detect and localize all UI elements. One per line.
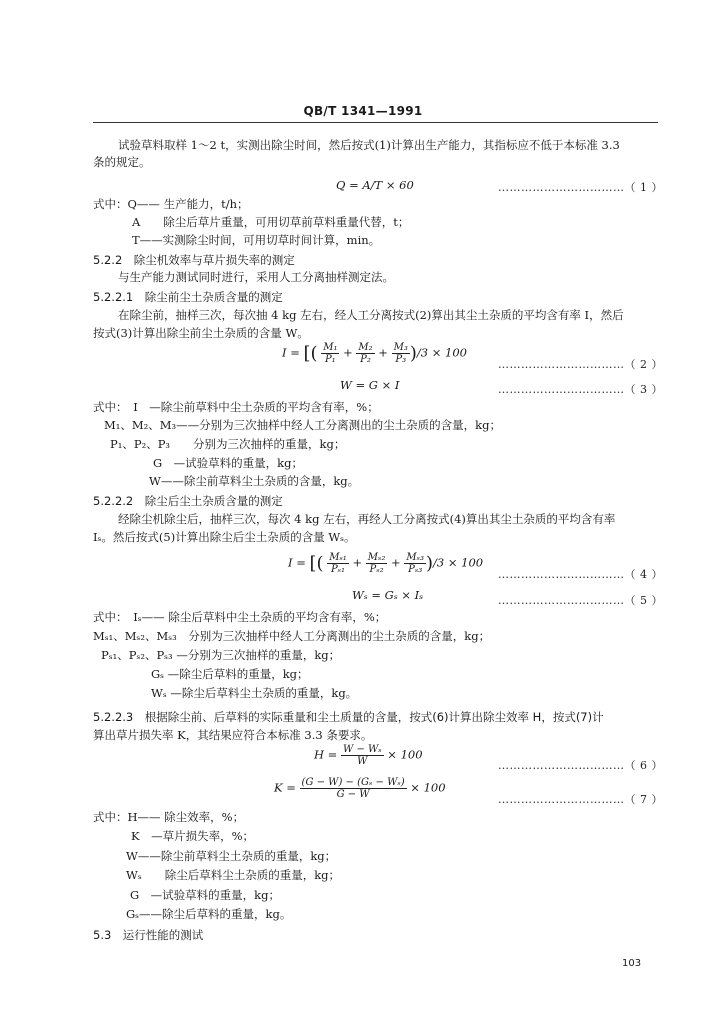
paragraph-3-cont: Iₛ。然后按式(5)计算出除尘后尘土杂质的含量 Wₛ。: [93, 530, 356, 544]
equation-5: Wₛ = Gₛ × Iₛ: [352, 588, 424, 602]
def2-line-1: 式中： I —除尘前草料中尘土杂质的平均含有率，%；: [93, 400, 379, 414]
equation-3: W = G × I: [340, 378, 400, 392]
page-number: 103: [622, 958, 642, 969]
def1-line-2: A 除尘后草片重量，可用切草前草料重量代替，t；: [132, 215, 410, 229]
eq2-fraction-3: $\frac{\text{M₃}}{\text{P₃}}$: [393, 342, 408, 365]
def2-line-5: W——除尘前草料尘土杂质的含量，kg。: [149, 474, 360, 488]
paragraph-1: 试验草料取样 1～2 t，实测出除尘时间，然后按式(1)计算出生产能力，其指标应不低于本标准 3.3: [118, 138, 620, 152]
section-5-2-2-text: 与生产能力测试同时进行，采用人工分离抽样测定法。: [118, 270, 394, 284]
section-5-2-2-heading: 5.2.2 除尘机效率与草片损失率的测定: [93, 253, 295, 267]
def3-line-2: Mₛ₁、Mₛ₂、Mₛ₃ 分别为三次抽样中经人工分离测出的尘土杂质的含量，kg；: [93, 629, 491, 643]
equation-5-number: ……………………………（ 5 ）: [498, 594, 663, 607]
eq4-fraction-1: $\frac{\text{Mₛ₁}}{\text{Pₛ₁}}$: [329, 552, 347, 575]
equation-7-number: ……………………………（ 7 ）: [498, 793, 663, 806]
def2-line-2: M₁、M₂、M₃——分别为三次抽样中经人工分离测出的尘土杂质的含量，kg；: [104, 418, 501, 432]
eq2-fraction-2: $\frac{\text{M₂}}{\text{P₂}}$: [358, 342, 373, 365]
equation-1-number: ……………………………（ 1 ）: [498, 181, 663, 194]
def2-line-4: G —试验草料的重量，kg；: [153, 456, 304, 470]
header-rule: [93, 122, 658, 123]
section-5-2-2-2-heading: 5.2.2.2 除尘后尘土杂质含量的测定: [93, 494, 283, 508]
section-5-2-2-3-cont: 算出草片损失率 K，其结果应符合本标准 3.3 条要求。: [93, 728, 373, 742]
eq2-fraction-1: $\frac{\text{M₁}}{\text{P₁}}$: [323, 342, 338, 365]
paragraph-1-cont: 条的规定。: [93, 155, 151, 169]
equation-2: I = [( $\frac{\text{M₁}}{\text{P₁}}$ + $\frac{\text{M₂}}{\text{P₂}}$ + $\frac{\text{M₃}}{\text{P₃}}$ )/3 × 100: [282, 342, 467, 365]
equation-4-number: ……………………………（ 4 ）: [498, 568, 663, 581]
equation-1: Q = A/T × 60: [336, 178, 414, 192]
def3-line-1: 式中： Iₛ—— 除尘后草料中尘土杂质的平均含有率，%；: [93, 610, 387, 624]
def1-line-3: T——实测除尘时间，可用切草时间计算，min。: [132, 233, 381, 247]
eq6-fraction: $\frac{\text{W − Wₛ}}{W}$: [342, 744, 382, 767]
section-5-2-2-1-heading: 5.2.2.1 除尘前尘土杂质含量的测定: [93, 290, 283, 304]
eq4-fraction-3: $\frac{\text{Mₛ₃}}{\text{Pₛ₃}}$: [406, 552, 424, 575]
equation-2-number: ……………………………（ 2 ）: [498, 358, 663, 371]
def4-line-3: W——除尘前草料尘土杂质的重量，kg；: [126, 849, 337, 863]
standard-code-header: QB/T 1341—1991: [303, 104, 423, 118]
paragraph-2-cont: 按式(3)计算出除尘前尘土杂质的含量 W。: [93, 326, 309, 340]
def4-line-5: G —试验草料的重量，kg；: [130, 888, 281, 902]
eq7-fraction: $\frac{\text{(G − W) − (Gₛ − Wₛ)}}{G - W}$: [301, 777, 405, 800]
def1-line-1: 式中：Q—— 生产能力，t/h；: [93, 197, 249, 211]
section-5-2-2-3-heading: 5.2.2.3 根据除尘前、后草料的实际重量和尘土质量的含量，按式(6)计算出除尘效率 H，按式(7)计: [93, 710, 604, 724]
paragraph-2: 在除尘前，抽样三次，每次抽 4 kg 左右，经人工分离按式(2)算出其尘土杂质的平均含有率 I，然后: [118, 308, 624, 322]
paragraph-3: 经除尘机除尘后，抽样三次，每次 4 kg 左右，再经人工分离按式(4)算出其尘土杂质的平均含有率: [118, 512, 616, 526]
equation-3-number: ……………………………（ 3 ）: [498, 383, 663, 396]
equation-6-number: ……………………………（ 6 ）: [498, 759, 663, 772]
equation-7: K = $\frac{\text{(G − W) − (Gₛ − Wₛ)}}{G - W}$ × 100: [274, 777, 446, 800]
def4-line-4: Wₛ 除尘后草料尘土杂质的重量，kg；: [126, 868, 341, 882]
def3-line-5: Wₛ —除尘后草料尘土杂质的重量，kg。: [151, 686, 358, 700]
def3-line-3: Pₛ₁、Pₛ₂、Pₛ₃ —分别为三次抽样的重量，kg；: [101, 648, 341, 662]
equation-4: I = [( $\frac{\text{Mₛ₁}}{\text{Pₛ₁}}$ + $\frac{\text{Mₛ₂}}{\text{Pₛ₂}}$ + $\frac{\text{Mₛ₃}}{\text{Pₛ₃}}$ )/3 × 100: [288, 552, 484, 575]
def4-line-2: K —草片损失率，%；: [131, 829, 255, 843]
def3-line-4: Gₛ —除尘后草料的重量，kg；: [151, 667, 309, 681]
def4-line-6: Gₛ——除尘后草料的重量，kg。: [126, 907, 292, 921]
equation-6: H = $\frac{\text{W − Wₛ}}{W}$ × 100: [314, 744, 423, 767]
section-5-3-heading: 5.3 运行性能的测试: [93, 928, 204, 942]
eq4-fraction-2: $\frac{\text{Mₛ₂}}{\text{Pₛ₂}}$: [367, 552, 386, 575]
def4-line-1: 式中：H—— 除尘效率，%；: [93, 810, 245, 824]
def2-line-3: P₁、P₂、P₃ 分别为三次抽样的重量，kg；: [110, 437, 346, 451]
